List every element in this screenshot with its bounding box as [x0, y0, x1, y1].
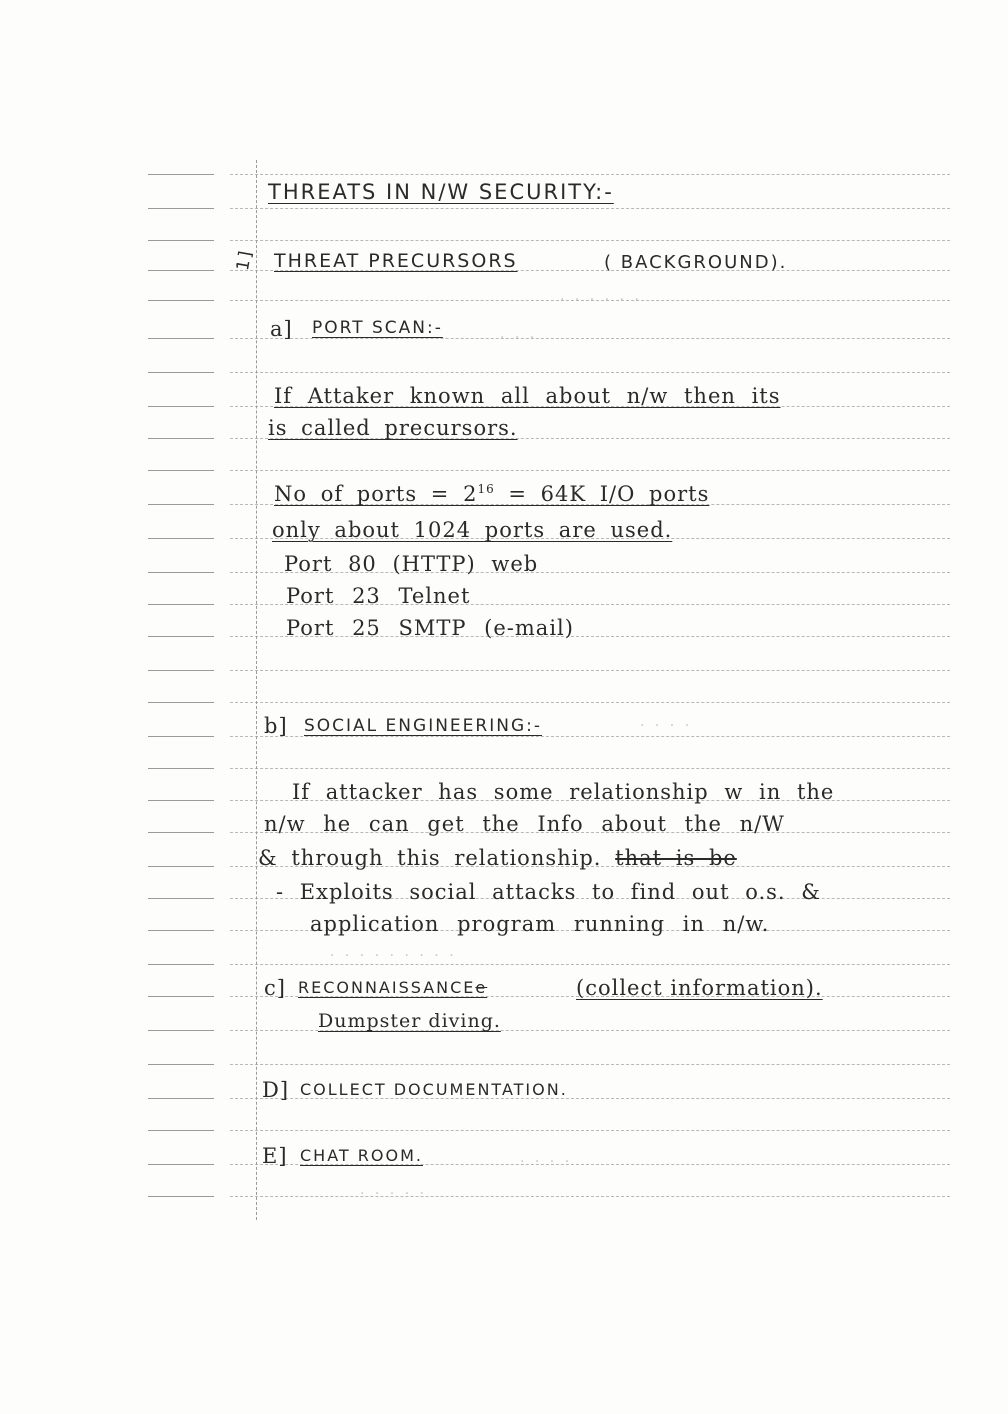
- show-through-mark: · · · ·: [520, 1154, 573, 1170]
- show-through-mark: · · ·: [500, 330, 538, 346]
- margin-rule: [148, 604, 214, 605]
- margin-rule: [148, 996, 214, 997]
- margin-rule: [148, 338, 214, 339]
- page-title: THREATS IN N/W SECURITY:-: [268, 180, 614, 204]
- ruled-line: [230, 702, 950, 703]
- note-line: is called precursors.: [268, 416, 518, 440]
- margin-rule: [148, 964, 214, 965]
- ports-count-suffix: = 64K I/O ports: [508, 482, 710, 506]
- show-through-mark: · · · · · · · · ·: [330, 948, 457, 964]
- ruled-line: [230, 470, 950, 471]
- margin-rule: [148, 768, 214, 769]
- margin-rule: [148, 1196, 214, 1197]
- show-through-mark: · · · ·: [640, 718, 693, 734]
- margin-rule: [148, 1064, 214, 1065]
- margin-rule: [148, 1098, 214, 1099]
- margin-rule: [148, 866, 214, 867]
- note-line: n/w he can get the Info about the n/W: [264, 812, 785, 836]
- item-heading: SOCIAL ENGINEERING:-: [304, 716, 542, 736]
- item-heading: COLLECT DOCUMENTATION.: [300, 1080, 568, 1099]
- note-line: only about 1024 ports are used.: [272, 518, 673, 542]
- item-heading: [298, 978, 487, 997]
- margin-rule: [148, 270, 214, 271]
- port-list-item: Port 23 Telnet: [286, 584, 471, 608]
- note-line: If attacker has some relationship w in the: [292, 780, 835, 804]
- show-through-mark: · · · · · ·: [560, 292, 642, 308]
- item-label: E]: [262, 1144, 288, 1168]
- margin-rule: [148, 636, 214, 637]
- section-heading: THREAT PRECURSORS: [274, 250, 518, 272]
- item-heading-text: RECONNAISSANCE: [298, 978, 476, 997]
- ruled-line: [230, 372, 950, 373]
- margin-rule: [148, 406, 214, 407]
- ruled-line: [230, 736, 950, 737]
- ruled-line: [230, 174, 950, 175]
- margin-rule: [148, 1130, 214, 1131]
- port-list-item: Port 25 SMTP (e-mail): [286, 616, 574, 640]
- struck-text: that is be: [615, 846, 737, 870]
- margin-rule: [148, 702, 214, 703]
- struck-text: e: [475, 978, 488, 997]
- item-note: (collect information).: [576, 976, 823, 1000]
- note-line: - Exploits social attacks to find out o.s. &: [276, 880, 821, 904]
- ruled-line: [230, 240, 950, 241]
- margin-line: [256, 160, 257, 1220]
- section-number: 1]: [233, 247, 257, 273]
- ruled-line: [230, 1130, 950, 1131]
- ports-count-prefix: No of ports = 2: [274, 482, 478, 506]
- item-label: c]: [264, 976, 286, 1000]
- margin-rule: [148, 930, 214, 931]
- note-line: application program running in n/w.: [310, 912, 770, 936]
- ruled-line: [230, 768, 950, 769]
- ruled-line: [230, 670, 950, 671]
- margin-rule: [148, 208, 214, 209]
- item-label: D]: [262, 1078, 290, 1102]
- margin-rule: [148, 832, 214, 833]
- margin-rule: [148, 1030, 214, 1031]
- margin-rule: [148, 174, 214, 175]
- margin-rule: [148, 438, 214, 439]
- ports-count-exponent: 16: [477, 482, 495, 496]
- port-list-item: Port 80 (HTTP) web: [284, 552, 539, 576]
- ruled-line: [230, 338, 950, 339]
- note-line: If Attaker known all about n/w then its: [274, 384, 781, 408]
- ruled-line: [230, 1064, 950, 1065]
- item-label: b]: [264, 714, 288, 738]
- margin-rule: [148, 504, 214, 505]
- margin-rule: [148, 470, 214, 471]
- section-heading-note: ( BACKGROUND).: [604, 252, 788, 273]
- ruled-line: [230, 208, 950, 209]
- margin-rule: [148, 372, 214, 373]
- item-heading: CHAT ROOM.: [300, 1146, 423, 1165]
- margin-rule: [148, 300, 214, 301]
- note-line: Dumpster diving.: [318, 1010, 501, 1032]
- margin-rule: [148, 670, 214, 671]
- item-label: a]: [270, 317, 293, 341]
- item-heading: PORT SCAN:-: [312, 318, 443, 338]
- margin-rule: [148, 898, 214, 899]
- margin-rule: [148, 538, 214, 539]
- margin-rule: [148, 800, 214, 801]
- margin-rule: [148, 1164, 214, 1165]
- ruled-line: [230, 1196, 950, 1197]
- show-through-mark: · · · · ·: [360, 1186, 428, 1202]
- margin-rule: [148, 240, 214, 241]
- note-line: [258, 846, 737, 870]
- margin-rule: [148, 572, 214, 573]
- ports-count-line: [274, 482, 709, 506]
- margin-rule: [148, 736, 214, 737]
- note-line-text: & through this relationship.: [258, 846, 602, 870]
- ruled-line: [230, 964, 950, 965]
